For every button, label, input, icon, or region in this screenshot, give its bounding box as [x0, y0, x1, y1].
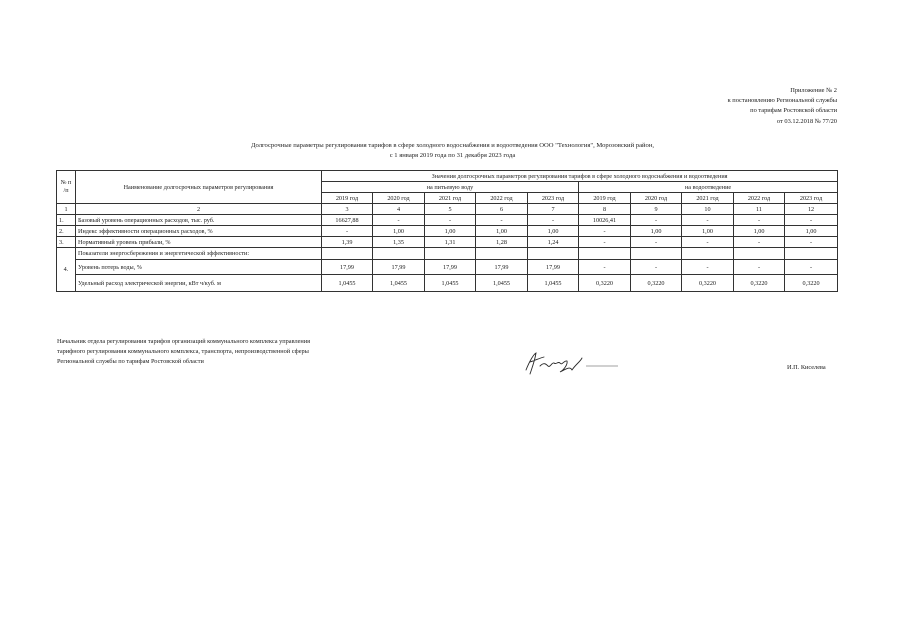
- document-title: [0, 141, 905, 161]
- appendix-line-1: Приложение № 2: [790, 87, 837, 94]
- appendix-line-2: к постановлению Региональной службы: [727, 97, 837, 105]
- value-cell: -: [734, 237, 785, 248]
- value-cell: -: [373, 215, 425, 226]
- row-num: 2.: [57, 226, 76, 237]
- value-cell: -: [631, 215, 682, 226]
- position-line-2: тарифного регулирования коммунального комплекса, транспорта, непроизводственной сферы: [57, 348, 309, 355]
- year-cell: 2022 год: [734, 193, 785, 204]
- appendix-line-3: по тарифам Ростовской области: [750, 107, 837, 115]
- table-row: [57, 275, 838, 292]
- column-number-row: [57, 204, 838, 215]
- value-cell: -: [579, 260, 631, 275]
- value-cell: 1,24: [528, 237, 579, 248]
- value-cell: 1,00: [425, 226, 476, 237]
- year-cell: 2023 год: [528, 193, 579, 204]
- value-cell: 1,00: [785, 226, 838, 237]
- value-cell: -: [579, 237, 631, 248]
- year-cell: 2020 год: [373, 193, 425, 204]
- value-cell: 1,0455: [425, 275, 476, 292]
- year-cell: 2023 год: [785, 193, 838, 204]
- value-cell: 1,0455: [322, 275, 373, 292]
- row-num: 1.: [57, 215, 76, 226]
- colnum-cell: 9: [631, 204, 682, 215]
- position-line-3: Региональной службы по тарифам Ростовской области: [57, 358, 204, 365]
- colnum-cell: 3: [322, 204, 373, 215]
- value-cell: -: [682, 237, 734, 248]
- colnum-cell: 10: [682, 204, 734, 215]
- value-cell: -: [682, 260, 734, 275]
- title-line-1: Долгосрочные параметры регулирования тарифов в сфере холодного водоснабжения и водоотведения ООО "Технология", Морозовский район,: [251, 142, 654, 149]
- value-cell: 1,00: [476, 226, 528, 237]
- header-sewer: на водоотведение: [579, 182, 838, 193]
- colnum-cell: 6: [476, 204, 528, 215]
- table-row: [57, 260, 838, 275]
- table-row: [57, 215, 838, 226]
- value-cell: 1,00: [373, 226, 425, 237]
- value-cell: 17,99: [476, 260, 528, 275]
- signatory-position: [57, 337, 310, 367]
- value-cell: -: [785, 260, 838, 275]
- header-water: на питьевую воду: [322, 182, 579, 193]
- value-cell: -: [682, 215, 734, 226]
- header-num: № п /п: [57, 171, 76, 204]
- colnum-cell: 4: [373, 204, 425, 215]
- appendix-line-4: от 03.12.2018 № 77/20: [776, 117, 837, 125]
- value-cell: 1,35: [373, 237, 425, 248]
- signer-name: И.П. Киселева: [787, 364, 826, 371]
- value-cell: 1,00: [734, 226, 785, 237]
- value-cell: 17,99: [322, 260, 373, 275]
- row-name: Показатели энергосбережения и энергетической эффективности:: [76, 248, 322, 260]
- colnum-cell: 2: [76, 204, 322, 215]
- value-cell: -: [785, 237, 838, 248]
- position-line-1: Начальник отдела регулирования тарифов организаций коммунального комплекса управления: [57, 338, 311, 345]
- year-cell: 2020 год: [631, 193, 682, 204]
- colnum-cell: 12: [785, 204, 838, 215]
- value-cell: 17,99: [528, 260, 579, 275]
- row-name: Индекс эффективности операционных расходов, %: [76, 226, 322, 237]
- value-cell: 16627,88: [322, 215, 373, 226]
- colnum-cell: 8: [579, 204, 631, 215]
- value-cell: 1,0455: [373, 275, 425, 292]
- header-name: Наименование долгосрочных параметров регулирования: [76, 171, 322, 204]
- table-header-row: [57, 171, 838, 182]
- value-cell: 0,3220: [631, 275, 682, 292]
- value-cell: 1,31: [425, 237, 476, 248]
- value-cell: 0,3220: [785, 275, 838, 292]
- value-cell: 17,99: [373, 260, 425, 275]
- value-cell: 17,99: [425, 260, 476, 275]
- row-name: Нормативный уровень прибыли, %: [76, 237, 322, 248]
- value-cell: 1,39: [322, 237, 373, 248]
- colnum-cell: 11: [734, 204, 785, 215]
- row-name: Уровень потерь воды, %: [76, 260, 322, 275]
- year-cell: 2019 год: [579, 193, 631, 204]
- value-cell: -: [528, 215, 579, 226]
- row-num: 3.: [57, 237, 76, 248]
- year-cell: 2021 год: [425, 193, 476, 204]
- row-name: Удельный расход электрической энергии, кВт ч/куб. м: [76, 275, 322, 292]
- value-cell: -: [734, 215, 785, 226]
- value-cell: -: [734, 260, 785, 275]
- row-name: Базовый уровень операционных расходов, тыс. руб.: [76, 215, 322, 226]
- value-cell: 1,00: [682, 226, 734, 237]
- year-cell: 2019 год: [322, 193, 373, 204]
- colnum-cell: 5: [425, 204, 476, 215]
- value-cell: -: [579, 226, 631, 237]
- value-cell: -: [631, 260, 682, 275]
- value-cell: 0,3220: [579, 275, 631, 292]
- appendix-header: [728, 86, 837, 127]
- header-values: Значения долгосрочных параметров регулирования тарифов в сфере холодного водоснабжения и водоотведения: [322, 171, 838, 182]
- value-cell: -: [785, 215, 838, 226]
- value-cell: -: [322, 226, 373, 237]
- value-cell: 1,00: [528, 226, 579, 237]
- value-cell: 0,3220: [734, 275, 785, 292]
- title-line-2: с 1 января 2019 года по 31 декабря 2023 года: [389, 152, 516, 159]
- table-row: [57, 248, 838, 260]
- colnum-cell: 1: [57, 204, 76, 215]
- year-cell: 2021 год: [682, 193, 734, 204]
- value-cell: -: [425, 215, 476, 226]
- value-cell: 1,0455: [476, 275, 528, 292]
- parameters-table: [56, 170, 838, 292]
- row-num: 4.: [57, 248, 76, 292]
- table-row: [57, 237, 838, 248]
- value-cell: 10026,41: [579, 215, 631, 226]
- value-cell: 0,3220: [682, 275, 734, 292]
- table-row: [57, 226, 838, 237]
- value-cell: 1,0455: [528, 275, 579, 292]
- value-cell: 1,00: [631, 226, 682, 237]
- colnum-cell: 7: [528, 204, 579, 215]
- handwritten-signature: [520, 348, 630, 378]
- value-cell: 1,28: [476, 237, 528, 248]
- year-cell: 2022 год: [476, 193, 528, 204]
- value-cell: -: [476, 215, 528, 226]
- value-cell: -: [631, 237, 682, 248]
